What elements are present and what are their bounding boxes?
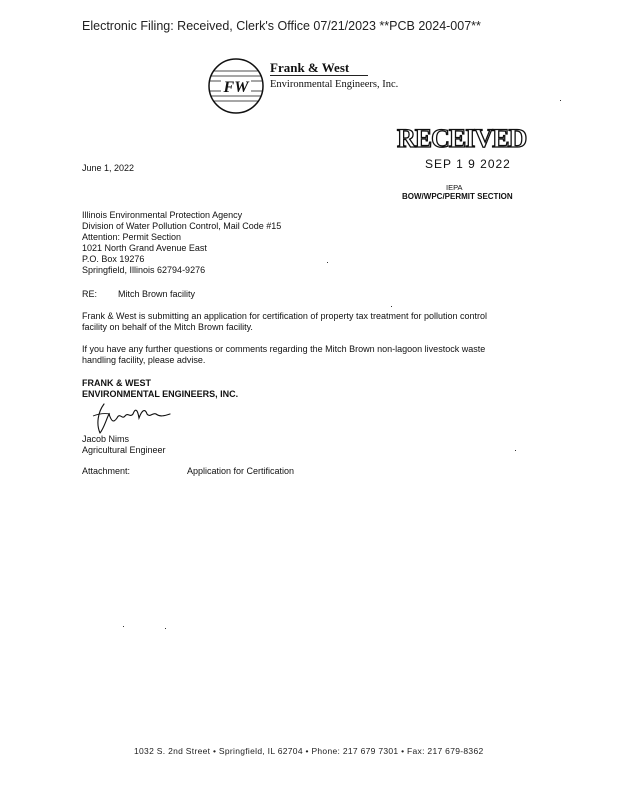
letterhead-divider xyxy=(270,75,368,76)
scan-speck xyxy=(123,626,124,627)
firm-line: ENVIRONMENTAL ENGINEERS, INC. xyxy=(82,389,239,399)
logo-letters: FW xyxy=(223,79,249,96)
address-line: Springfield, Illinois 62794-9276 xyxy=(82,265,206,275)
letter-date: June 1, 2022 xyxy=(82,163,135,173)
paragraph-line: If you have any further questions or comments regarding the Mitch Brown non-lagoon livestock waste xyxy=(82,344,486,354)
letterhead-footer: 1032 S. 2nd Street • Springfield, IL 62704 • Phone: 217 679 7301 • Fax: 217 679-8362 xyxy=(134,746,484,756)
address-line: Illinois Environmental Protection Agency xyxy=(82,210,243,220)
scan-speck xyxy=(327,262,328,263)
re-label: RE: xyxy=(82,289,98,299)
signer-block xyxy=(82,434,166,456)
paragraph-line: handling facility, please advise. xyxy=(82,355,206,365)
address-line: Division of Water Pollution Control, Mail Code #15 xyxy=(82,221,282,231)
company-logo xyxy=(207,57,265,115)
company-name: Frank & West xyxy=(270,60,350,75)
company-subtitle: Environmental Engineers, Inc. xyxy=(270,79,399,90)
address-line: Attention: Permit Section xyxy=(82,232,182,242)
signer-name: Jacob Nims xyxy=(82,434,130,444)
stamp-agency: IEPA xyxy=(446,183,463,192)
paragraph-line: facility on behalf of the Mitch Brown facility. xyxy=(82,322,253,332)
handwritten-signature xyxy=(90,402,175,436)
scan-speck xyxy=(391,306,392,307)
paragraph-line: Frank & West is submitting an application for certification of property tax treatment for pollution control xyxy=(82,311,488,321)
scan-speck xyxy=(165,628,166,629)
scan-speck xyxy=(515,450,516,451)
attachment-text: Application for Certification xyxy=(187,466,295,476)
stamp-section: BOW/WPC/PERMIT SECTION xyxy=(402,192,513,201)
received-stamp: RECEIVED xyxy=(397,124,527,153)
re-subject: Mitch Brown facility xyxy=(118,289,196,299)
body-paragraph-2 xyxy=(82,344,485,366)
firm-signature-block xyxy=(82,378,238,400)
scan-speck xyxy=(560,100,561,101)
attachment-label: Attachment: xyxy=(82,466,131,476)
address-line: 1021 North Grand Avenue East xyxy=(82,243,207,253)
signer-title: Agricultural Engineer xyxy=(82,445,166,455)
recipient-address xyxy=(82,210,281,276)
body-paragraph-1 xyxy=(82,311,487,333)
firm-line: FRANK & WEST xyxy=(82,378,151,388)
stamp-date: SEP 1 9 2022 xyxy=(425,157,511,171)
filing-header: Electronic Filing: Received, Clerk's Office 07/21/2023 **PCB 2024-007** xyxy=(82,19,481,33)
address-line: P.O. Box 19276 xyxy=(82,254,145,264)
